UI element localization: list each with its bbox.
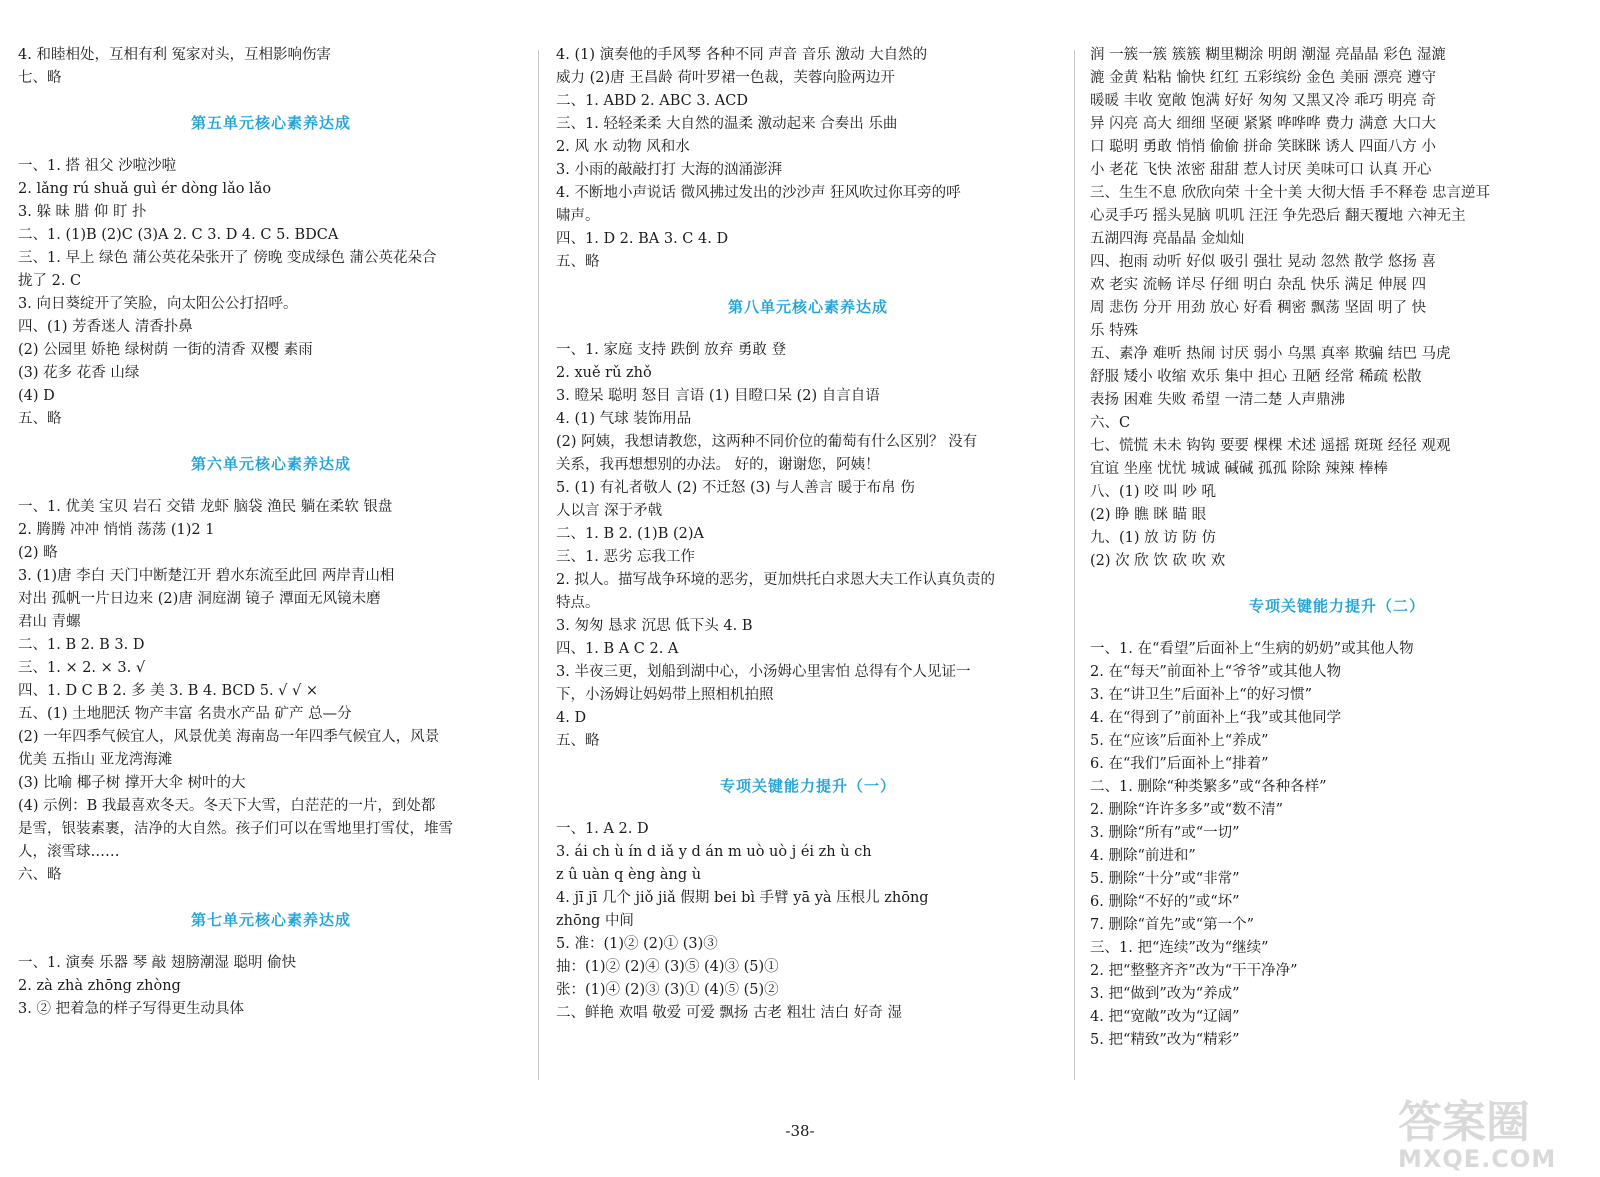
answer-line: 2. 把“整整齐齐”改为“干干净净” xyxy=(1090,963,1298,979)
answer-line: 对出 孤帆一片日边来 (2)唐 洞庭湖 镜子 潭面无风镜未磨 xyxy=(18,591,381,607)
page-number: -38- xyxy=(785,1122,815,1140)
answer-line: 六、C xyxy=(1090,415,1131,431)
answer-line: 三、1. 轻轻柔柔 大自然的温柔 激动起来 合奏出 乐曲 xyxy=(556,116,898,132)
answer-line: 一、1. 优美 宝贝 岩石 交错 龙虾 脑袋 渔民 躺在柔软 银盘 xyxy=(18,499,393,515)
answer-line: 3. ái ch ù ín d iǎ y d án m uò uò j éi zh ù ch xyxy=(556,844,872,860)
answer-line: 五、略 xyxy=(18,411,62,427)
answer-line: 6. 删除“不好的”或“坏” xyxy=(1090,894,1240,910)
answer-line: 2. 腾腾 冲冲 悄悄 荡荡 (1)2 1 xyxy=(18,522,215,538)
answer-line: 五、略 xyxy=(556,254,600,270)
answer-line: 3. 删除“所有”或“一切” xyxy=(1090,825,1240,841)
answer-line: 异 闪亮 高大 细细 坚硬 紧紧 哗哗哗 费力 满意 大口大 xyxy=(1090,116,1436,132)
column-middle xyxy=(556,44,1060,1025)
answer-line: (2) 睁 瞧 眯 瞄 眼 xyxy=(1090,507,1207,523)
answer-line: 人，滚雪球…… xyxy=(18,844,120,860)
answer-line: (4) 示例：B 我最喜欢冬天。冬天下大雪，白茫茫的一片，到处都 xyxy=(18,798,436,814)
answer-line: 3. 匆匆 恳求 沉思 低下头 4. B xyxy=(556,618,753,634)
answer-line: 5. 在“应该”后面补上“养成” xyxy=(1090,733,1269,749)
answer-line: 3. 小雨的敲敲打打 大海的汹涌澎湃 xyxy=(556,162,783,178)
watermark-cn-text: 答案圈 xyxy=(1398,1097,1530,1148)
answer-line: 漉 金黄 粘粘 愉快 红红 五彩缤纷 金色 美丽 漂亮 遵守 xyxy=(1090,70,1436,86)
answer-line: 三、1. × 2. × 3. √ xyxy=(18,660,146,676)
section-heading: 专项关键能力提升（二） xyxy=(1248,597,1425,615)
answer-line: (2) 一年四季气候宜人，风景优美 海南岛一年四季气候宜人，风景 xyxy=(18,729,440,745)
answer-line: 五、略 xyxy=(556,733,600,749)
column-right xyxy=(1090,44,1584,1052)
answer-line: 3. 把“做到”改为“养成” xyxy=(1090,986,1240,1002)
answer-line: 6. 在“我们”后面补上“排着” xyxy=(1090,756,1269,772)
watermark-en-text: MXQE.COM xyxy=(1398,1145,1557,1173)
answer-line: 2. 风 水 动物 风和水 xyxy=(556,139,690,155)
answer-line: 一、1. 搭 祖父 沙啦沙啦 xyxy=(18,158,177,174)
answer-line: 2. xuě rǔ zhǒ xyxy=(556,365,652,381)
answer-line: 啸声。 xyxy=(556,208,600,224)
answer-line: 2. 在“每天”前面补上“爷爷”或其他人物 xyxy=(1090,664,1342,680)
section-heading: 第六单元核心素养达成 xyxy=(190,455,351,473)
site-watermark-logo xyxy=(1398,1097,1598,1173)
answer-line: 四、抱雨 动听 好似 吸引 强壮 晃动 忽然 散学 悠扬 喜 xyxy=(1090,254,1436,270)
answer-line: 舒服 矮小 收缩 欢乐 集中 担心 丑陋 经常 稀疏 松散 xyxy=(1090,369,1422,385)
answer-line: 拢了 2. C xyxy=(18,273,82,289)
answer-line: (3) 比喻 椰子树 撑开大伞 树叶的大 xyxy=(18,775,246,791)
answer-line: 三、1. 早上 绿色 蒲公英花朵张开了 傍晚 变成绿色 蒲公英花朵合 xyxy=(18,250,437,266)
answer-line: 五、素净 难听 热闹 讨厌 弱小 乌黑 真率 欺骗 结巴 马虎 xyxy=(1090,346,1451,362)
column-divider-right xyxy=(1074,50,1075,1080)
answer-line: 五湖四海 亮晶晶 金灿灿 xyxy=(1090,231,1245,247)
answer-line: 四、(1) 芳香迷人 清香扑鼻 xyxy=(18,319,193,335)
answer-line: 3. 半夜三更，划船到湖中心，小汤姆心里害怕 总得有个人见证一 xyxy=(556,664,971,680)
answer-line: (4) D xyxy=(18,388,55,404)
answer-line: 宜谊 坐座 忧忧 城诚 碱碱 孤孤 除除 辣辣 棒棒 xyxy=(1090,461,1388,477)
answer-line: 一、1. 家庭 支持 跌倒 放弃 勇敢 登 xyxy=(556,342,786,358)
answer-line: 二、1. B 2. B 3. D xyxy=(18,637,145,653)
answer-line: 2. lǎng rú shuǎ guì ér dòng lǎo lǎo xyxy=(18,181,272,197)
section-heading: 专项关键能力提升（一） xyxy=(719,777,896,795)
column-divider-left xyxy=(538,50,539,1080)
answer-line: (3) 花多 花香 山绿 xyxy=(18,365,140,381)
answer-line: 三、1. 把“连续”改为“继续” xyxy=(1090,940,1269,956)
answer-line: (2) 略 xyxy=(18,545,58,561)
answer-line: z û uàn q èng àng ù xyxy=(556,867,702,883)
column-left xyxy=(18,44,524,1021)
answer-line: 5. 把“精致”改为“精彩” xyxy=(1090,1032,1240,1048)
answer-line: 3. ② 把着急的样子写得更生动具体 xyxy=(18,1001,245,1017)
section-heading: 第五单元核心素养达成 xyxy=(190,114,351,132)
answer-line: 4. 和睦相处，互相有利 冤家对头，互相影响伤害 xyxy=(18,47,332,63)
answer-line: 口 聪明 勇敢 悄悄 偷偷 拼命 笑眯眯 诱人 四面八方 小 xyxy=(1090,139,1436,155)
answer-line: 4. D xyxy=(556,710,587,726)
answer-line: 六、略 xyxy=(18,867,62,883)
answer-line: 七、略 xyxy=(18,70,62,86)
answer-line: 二、鲜艳 欢唱 敬爱 可爱 飘扬 古老 粗壮 洁白 好奇 湿 xyxy=(556,1005,902,1021)
answer-line: 九、(1) 放 访 防 仿 xyxy=(1090,530,1216,546)
answer-line: 三、生生不息 欣欣向荣 十全十美 大彻大悟 手不释卷 忠言逆耳 xyxy=(1090,185,1491,201)
answer-line: 五、(1) 土地肥沃 物产丰富 名贵水产品 矿产 总—分 xyxy=(18,706,352,722)
answer-line: 2. 删除“许许多多”或“数不清” xyxy=(1090,802,1284,818)
answer-line: 是雪，银装素裹，洁净的大自然。孩子们可以在雪地里打雪仗，堆雪 xyxy=(18,821,453,837)
answer-line: 4. 不断地小声说话 微风拂过发出的沙沙声 狂风吹过你耳旁的呼 xyxy=(556,185,961,201)
answer-line: 5. 准：(1)② (2)① (3)③ xyxy=(556,936,718,952)
answer-line: 3. 躲 昧 腊 仰 盯 扑 xyxy=(18,204,147,220)
answer-line: 威力 (2)唐 王昌龄 荷叶罗裙一色裁，芙蓉向脸两边开 xyxy=(556,70,895,86)
answer-line: 抽：(1)② (2)④ (3)⑤ (4)③ (5)① xyxy=(556,959,779,975)
answer-line: 关系，我再想想别的办法。 好的，谢谢您，阿姨！ xyxy=(556,457,880,473)
answer-line: 四、1. B A C 2. A xyxy=(556,641,679,657)
answer-line: 七、慌慌 未未 钩钩 要要 棵棵 术述 遥摇 斑斑 经径 观观 xyxy=(1090,438,1451,454)
answer-line: 二、1. (1)B (2)C (3)A 2. C 3. D 4. C 5. BDCA xyxy=(18,227,339,243)
answer-line: 3. 向日葵绽开了笑脸，向太阳公公打招呼。 xyxy=(18,296,298,312)
answer-line: 7. 删除“首先”或“第一个” xyxy=(1090,917,1255,933)
answer-line: 4. 把“宽敞”改为“辽阔” xyxy=(1090,1009,1240,1025)
answer-line: 八、(1) 咬 叫 吵 吼 xyxy=(1090,484,1216,500)
answer-line: 暖暖 丰收 宽敞 饱满 好好 匆匆 又黑又冷 乖巧 明亮 奇 xyxy=(1090,93,1436,109)
answer-line: 周 悲伤 分开 用劲 放心 好看 稠密 飘荡 坚固 明了 快 xyxy=(1090,300,1427,316)
answer-line: 润 一簇一簇 簇簇 糊里糊涂 明朗 潮湿 亮晶晶 彩色 湿漉 xyxy=(1090,47,1446,63)
section-heading: 第七单元核心素养达成 xyxy=(190,911,351,929)
answer-line: 3. 在“讲卫生”后面补上“的好习惯” xyxy=(1090,687,1313,703)
answer-line: 3. 瞪呆 聪明 怒目 言语 (1) 目瞪口呆 (2) 自言自语 xyxy=(556,388,880,404)
answer-line: 二、1. ABD 2. ABC 3. ACD xyxy=(556,93,748,109)
section-heading: 第八单元核心素养达成 xyxy=(727,298,888,316)
answer-line: 4. (1) 气球 装饰用品 xyxy=(556,411,692,427)
answer-line: 欢 老实 流畅 详尽 仔细 明白 杂乱 快乐 满足 伸展 四 xyxy=(1090,277,1427,293)
answer-line: 心灵手巧 摇头晃脑 叽叽 汪汪 争先恐后 翻天覆地 六神无主 xyxy=(1090,208,1466,224)
answer-line: 4. (1) 演奏他的手风琴 各种不同 声音 音乐 激动 大自然的 xyxy=(556,47,928,63)
answer-line: 君山 青螺 xyxy=(18,614,81,630)
answer-line: (2) 公园里 娇艳 绿树荫 一街的清香 双樱 素雨 xyxy=(18,342,313,358)
answer-line: 5. 删除“十分”或“非常” xyxy=(1090,871,1240,887)
answer-line: 二、1. B 2. (1)B (2)A xyxy=(556,526,704,542)
answer-line: 特点。 xyxy=(556,595,600,611)
answer-line: (2) 阿姨，我想请教您，这两种不同价位的葡萄有什么区别？ 没有 xyxy=(556,434,978,450)
answer-line: 四、1. D 2. BA 3. C 4. D xyxy=(556,231,729,247)
answer-line: 张：(1)④ (2)③ (3)① (4)⑤ (5)② xyxy=(556,982,779,998)
answer-line: 人以言 深于矛戟 xyxy=(556,503,663,519)
answer-line: (2) 次 欣 饮 砍 吹 欢 xyxy=(1090,553,1226,569)
answer-line: 一、1. 在“看望”后面补上“生病的奶奶”或其他人物 xyxy=(1090,641,1414,657)
answer-line: 4. 删除“前进和” xyxy=(1090,848,1196,864)
answer-line: 乐 特殊 xyxy=(1090,323,1139,339)
answer-line: 三、1. 恶劣 忘我工作 xyxy=(556,549,696,565)
answer-line: 一、1. A 2. D xyxy=(556,821,649,837)
answer-line: 2. 拟人。描写战争环境的恶劣，更加烘托白求恩大夫工作认真负责的 xyxy=(556,572,995,588)
answer-line: 4. 在“得到了”前面补上“我”或其他同学 xyxy=(1090,710,1342,726)
answer-line: 下，小汤姆让妈妈带上照相机拍照 xyxy=(556,687,774,703)
answer-line: zhōng 中间 xyxy=(556,913,634,929)
answer-line: 4. jī jī 几个 jiǒ jiǎ 假期 bei bì 手臂 yā yà 压根儿 zhōng xyxy=(556,890,929,906)
answer-line: 3. (1)唐 李白 天门中断楚江开 碧水东流至此回 两岸青山相 xyxy=(18,568,395,584)
answer-line: 一、1. 演奏 乐器 琴 敲 翅膀潮湿 聪明 偷快 xyxy=(18,955,297,971)
answer-line: 二、1. 删除“种类繁多”或“各种各样” xyxy=(1090,779,1327,795)
answer-line: 四、1. D C B 2. 多 美 3. B 4. BCD 5. √ √ × xyxy=(18,683,319,699)
answer-line: 优美 五指山 亚龙湾海滩 xyxy=(18,752,173,768)
answer-line: 2. zà zhà zhōng zhòng xyxy=(18,978,181,994)
answer-line: 表扬 困难 失败 希望 一清二楚 人声鼎沸 xyxy=(1090,392,1346,408)
answer-line: 小 老花 飞快 浓密 甜甜 惹人讨厌 美味可口 认真 开心 xyxy=(1090,162,1432,178)
answer-line: 5. (1) 有礼者敬人 (2) 不迁怒 (3) 与人善言 暖于布帛 伤 xyxy=(556,480,915,496)
